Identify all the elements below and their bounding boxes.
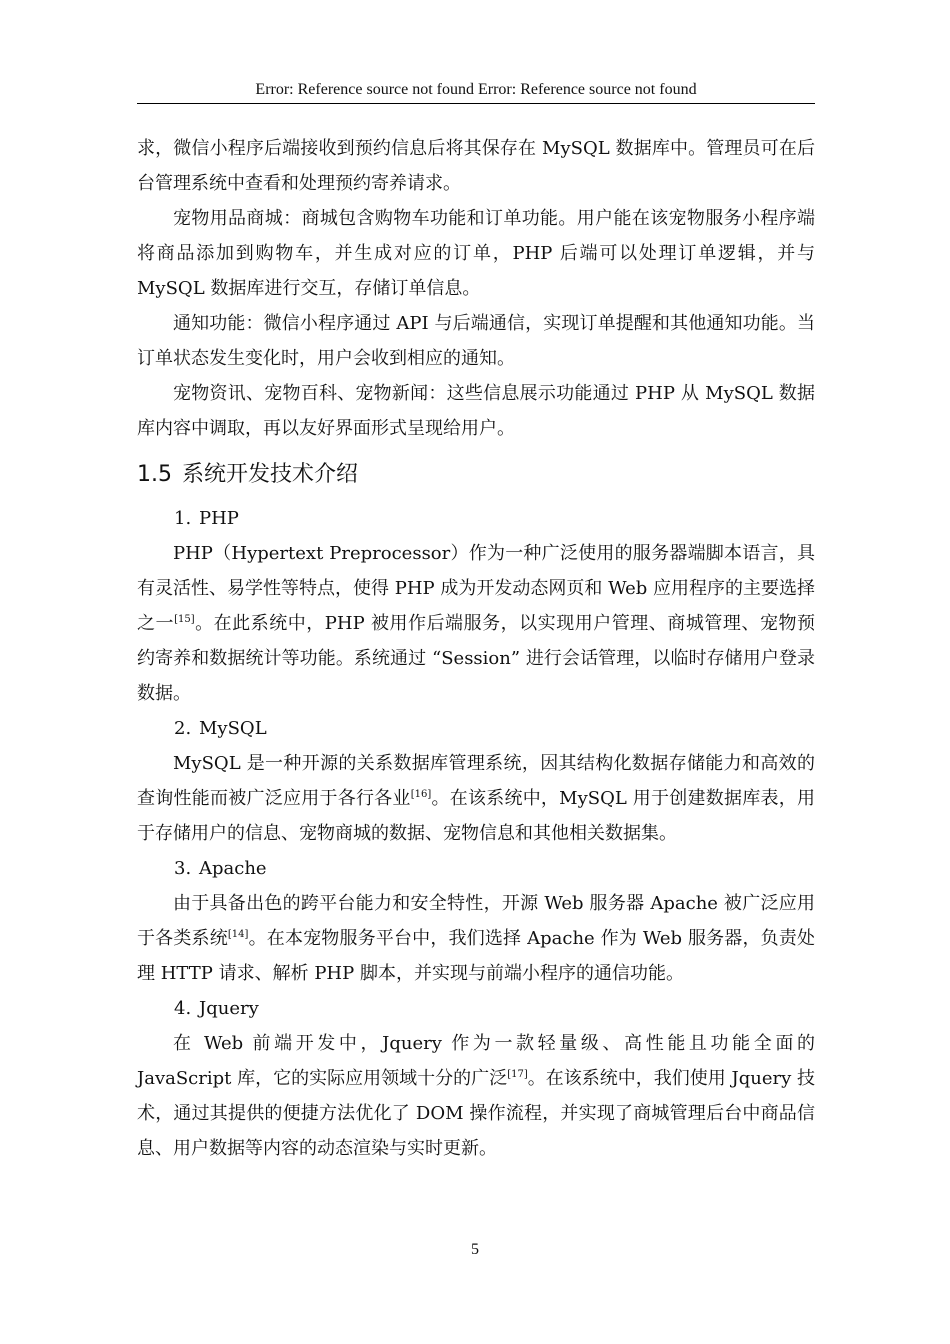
item-text-after: 。在本宠物服务平台中，我们选择 Apache 作为 Web 服务器，负责处理 HTTP 请求、解析 PHP 脚本，并实现与前端小程序的通信功能。 bbox=[137, 928, 816, 984]
header-rule bbox=[137, 103, 815, 104]
item-title: Jquery bbox=[199, 998, 259, 1019]
item-paragraph bbox=[137, 746, 815, 851]
citation: [15] bbox=[174, 614, 195, 625]
document-body bbox=[137, 131, 815, 1166]
running-header: Error: Reference source not found Error: Reference source not found bbox=[255, 81, 697, 98]
list-item-heading bbox=[137, 851, 815, 886]
item-title: Apache bbox=[199, 858, 267, 879]
page-number: 5 bbox=[471, 1241, 479, 1258]
paragraph-notification: 通知功能：微信小程序通过 API 与后端通信，实现订单提醒和其他通知功能。当订单状态发生变化时，用户会收到相应的通知。 bbox=[137, 313, 815, 369]
item-paragraph bbox=[137, 536, 815, 711]
item-number: 1. bbox=[174, 508, 192, 529]
item-text-after: 。在此系统中，PHP 被用作后端服务，以实现用户管理、商城管理、宠物预约寄养和数据统计等功能。系统通过 “Session” 进行会话管理，以临时存储用户登录数据。 bbox=[137, 613, 816, 704]
section-number: 1.5 bbox=[137, 462, 172, 487]
citation: [16] bbox=[410, 789, 432, 800]
item-title: PHP bbox=[199, 508, 239, 529]
section-title: 系统开发技术介绍 bbox=[182, 462, 359, 487]
item-number: 3. bbox=[174, 858, 192, 879]
item-text-after: 。在该系统中，我们使用 Jquery 技术，通过其提供的便捷方法优化了 DOM 操作流程，并实现了商城管理后台中商品信息、用户数据等内容的动态渲染与实时更新。 bbox=[137, 1068, 815, 1159]
item-text-before: PHP（Hypertext Preprocessor）作为一种广泛使用的服务器端脚本语言，具有灵活性、易学性等特点，使得 PHP 成为开发动态网页和 Web 应用程序的主要选择之一 bbox=[137, 543, 816, 634]
list-item-heading bbox=[137, 711, 815, 746]
item-text-before: 在 Web 前端开发中，Jquery 作为一款轻量级、高性能且功能全面的 JavaScript 库，它的实际应用领域十分的广泛 bbox=[137, 1033, 815, 1089]
citation: [17] bbox=[507, 1069, 528, 1080]
citation: [14] bbox=[227, 929, 249, 940]
item-number: 2. bbox=[174, 718, 192, 739]
item-text-before: MySQL 是一种开源的关系数据库管理系统，因其结构化数据存储能力和高效的查询性能而被广泛应用于各行各业 bbox=[137, 753, 815, 809]
section-heading bbox=[137, 459, 815, 491]
item-text-before: 由于具备出色的跨平台能力和安全特性，开源 Web 服务器 Apache 被广泛应用于各类系统 bbox=[137, 893, 815, 949]
list-item-heading bbox=[137, 501, 815, 536]
paragraph-continuation: 求，微信小程序后端接收到预约信息后将其保存在 MySQL 数据库中。管理员可在后台管理系统中查看和处理预约寄养请求。 bbox=[137, 138, 815, 194]
item-title: MySQL bbox=[199, 718, 267, 739]
item-text-after: 。在该系统中，MySQL 用于创建数据库表，用于存储用户的信息、宠物商城的数据、宠物信息和其他相关数据集。 bbox=[137, 788, 815, 844]
item-paragraph bbox=[137, 886, 815, 991]
item-number: 4. bbox=[174, 998, 192, 1019]
item-paragraph bbox=[137, 1026, 815, 1166]
paragraph-pet-info: 宠物资讯、宠物百科、宠物新闻：这些信息展示功能通过 PHP 从 MySQL 数据库内容中调取，再以友好界面形式呈现给用户。 bbox=[137, 383, 815, 439]
paragraph-pet-mall: 宠物用品商城：商城包含购物车功能和订单功能。用户能在该宠物服务小程序端将商品添加到购物车，并生成对应的订单，PHP 后端可以处理订单逻辑，并与 MySQL 数据库进行交互，存储订单信息。 bbox=[137, 208, 815, 299]
list-item-heading bbox=[137, 991, 815, 1026]
